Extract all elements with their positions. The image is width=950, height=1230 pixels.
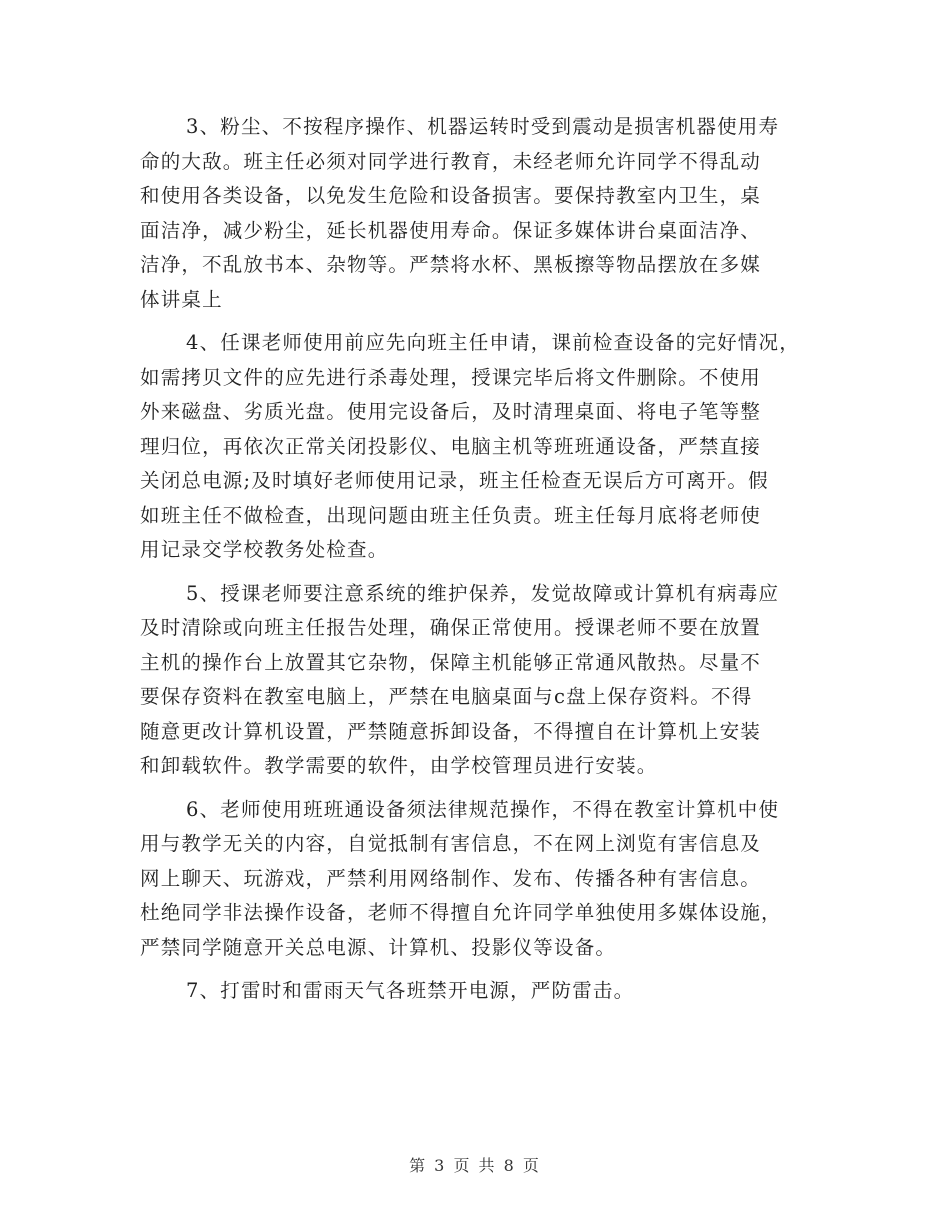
text-line: 理归位，再依次正常关闭投影仪、电脑主机等班班通设备，严禁直接 (140, 434, 762, 458)
text-line: 关闭总电源;及时填好老师使用记录，班主任检查无误后方可离开。假 (140, 469, 769, 492)
text-line: 和使用各类设备，以免发生危险和设备损害。要保持教室内卫生，桌 (140, 184, 762, 207)
text-line: 和卸载软件。教学需要的软件，由学校管理员进行安装。 (140, 754, 658, 777)
text-line: 6、老师使用班班通设备须法律规范操作，不得在教室计算机中使 (186, 797, 780, 821)
page-number-footer: 第 3 页 共 8 页 (409, 1156, 541, 1175)
paragraph-5 (140, 577, 820, 784)
document-body (140, 110, 820, 1018)
text-line: 3、粉尘、不按程序操作、机器运转时受到震动是损害机器使用寿 (186, 115, 780, 138)
text-line: 要保存资料在教室电脑上，严禁在电脑桌面与c盘上保存资料。不得 (140, 685, 753, 708)
text-line: 体讲桌上 (140, 287, 223, 311)
text-line: 4、任课老师使用前应先向班主任申请，课前检查设备的完好情况， (186, 331, 800, 354)
paragraph-7 (140, 974, 820, 1009)
text-line: 随意更改计算机设置，严禁随意拆卸设备，不得擅自在计算机上安装 (140, 719, 762, 743)
text-line: 主机的操作台上放置其它杂物，保障主机能够正常通风散热。尽量不 (140, 650, 762, 674)
text-line: 用与教学无关的内容，自觉抵制有害信息，不在网上浏览有害信息及 (140, 832, 762, 855)
text-line: 严禁同学随意开关总电源、计算机、投影仪等设备。 (140, 935, 617, 959)
paragraph-4 (140, 326, 820, 568)
text-line: 命的大敌。班主任必须对同学进行教育，未经老师允许同学不得乱动 (140, 149, 762, 173)
text-line: 洁净，不乱放书本、杂物等。严禁将水杯、黑板擦等物品摆放在多媒 (140, 253, 762, 276)
text-line: 网上聊天、玩游戏，严禁利用网络制作、发布、传播各种有害信息。 (140, 866, 762, 890)
paragraph-3 (140, 110, 820, 317)
text-line: 如需拷贝文件的应先进行杀毒处理，授课完毕后将文件删除。不使用 (140, 365, 762, 389)
paragraph-6 (140, 793, 820, 966)
text-line: 及时清除或向班主任报告处理，确保正常使用。授课老师不要在放置 (140, 616, 762, 639)
text-line: 7、打雷时和雷雨天气各班禁开电源，严防雷击。 (186, 979, 635, 1002)
text-line: 用记录交学校教务处检查。 (140, 538, 389, 561)
text-line: 面洁净，减少粉尘，延长机器使用寿命。保证多媒体讲台桌面洁净、 (140, 218, 762, 242)
text-line: 如班主任不做检查，出现问题由班主任负责。班主任每月底将老师使 (140, 503, 762, 527)
text-line: 杜绝同学非法操作设备，老师不得擅自允许同学单独使用多媒体设施， (140, 901, 782, 924)
text-line: 外来磁盘、劣质光盘。使用完设备后，及时清理桌面、将电子笔等整 (140, 400, 762, 423)
text-line: 5、授课老师要注意系统的维护保养，发觉故障或计算机有病毒应 (186, 581, 780, 605)
